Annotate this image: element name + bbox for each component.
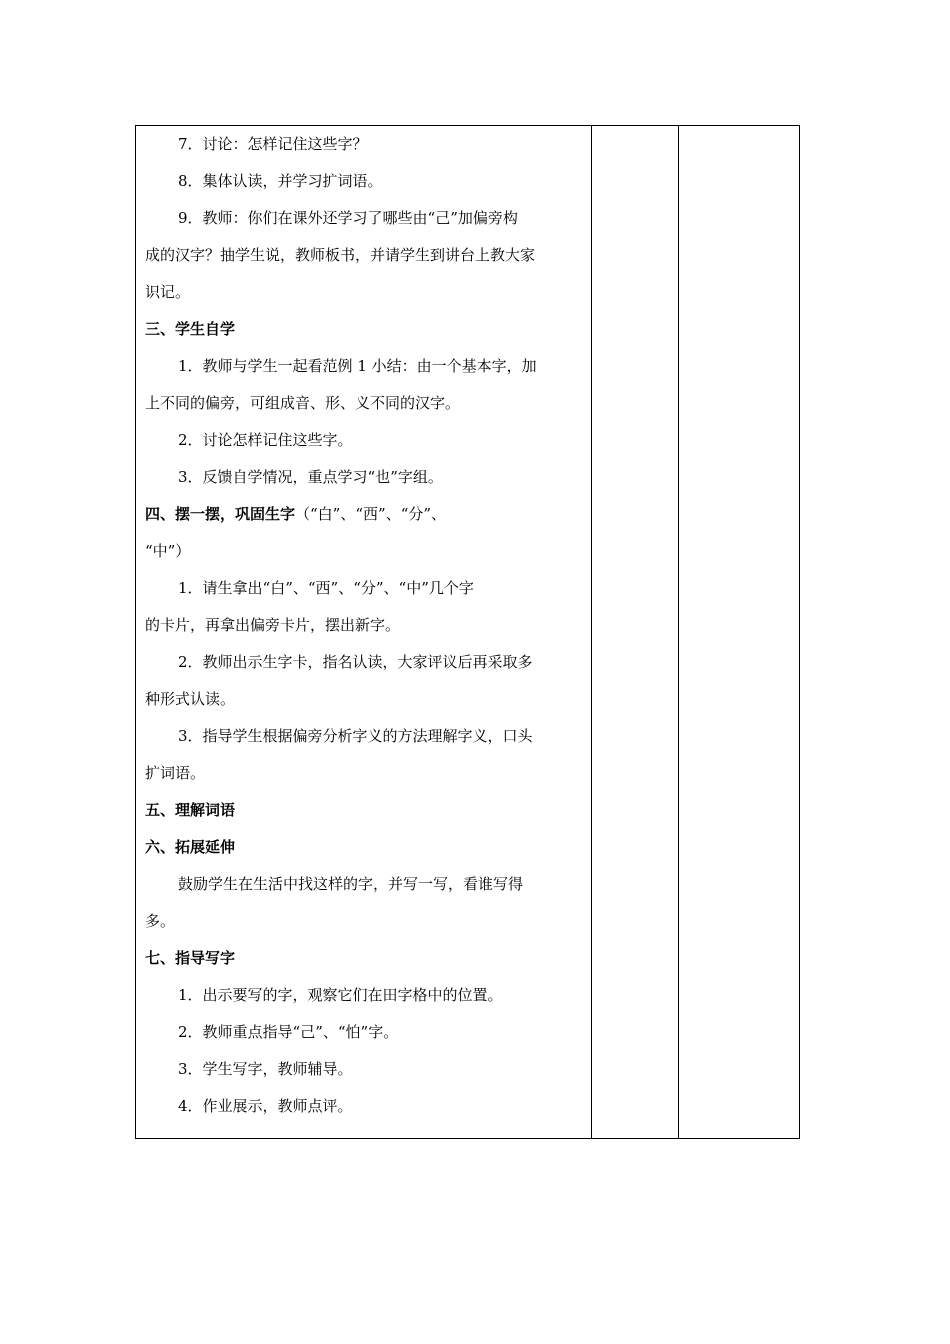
section-heading: 五、理解词语 [145,801,236,819]
text-line: 2．讨论怎样记住这些字。 [178,431,353,449]
text-line: 8．集体认读，并学习扩词语。 [178,172,383,190]
text-line: 鼓励学生在生活中找这样的字，并写一写，看谁写得 [178,875,524,893]
text-line: 3．指导学生根据偏旁分析字义的方法理解字义，口头 [178,727,533,745]
heading-suffix: （“白”、“西”、“分”、 [295,505,447,523]
text-line: 4．作业展示，教师点评。 [178,1097,353,1115]
section-heading-line [145,496,585,533]
section-heading: 六、拓展延伸 [145,838,236,856]
text-line: 2．教师重点指导“己”、“怕”字。 [178,1023,399,1041]
text-line: “中”） [145,542,191,560]
empty-cell-column-2 [592,126,678,1138]
text-line: 种形式认读。 [145,690,236,708]
text-line: 的卡片，再拿出偏旁卡片，摆出新字。 [145,616,401,634]
text-line: 成的汉字？抽学生说，教师板书，并请学生到讲台上教大家 [145,246,536,264]
teaching-steps-cell [145,126,585,1124]
lesson-plan-table [135,125,800,1139]
text-line: 3．反馈自学情况，重点学习“也”字组。 [178,468,443,486]
text-line: 多。 [145,912,176,930]
text-line: 3．学生写字，教师辅导。 [178,1060,353,1078]
text-line: 扩词语。 [145,764,206,782]
text-line: 识记。 [145,283,191,301]
text-line: 9．教师：你们在课外还学习了哪些由“己”加偏旁构 [178,209,518,227]
section-heading: 三、学生自学 [145,320,236,338]
section-heading: 四、摆一摆，巩固生字 [145,505,296,523]
text-line: 1．教师与学生一起看范例 1 小结：由一个基本字，加 [178,357,537,375]
text-line: 2．教师出示生字卡，指名认读，大家评议后再采取多 [178,653,533,671]
empty-cell-column-3 [679,126,799,1138]
text-line: 上不同的偏旁，可组成音、形、义不同的汉字。 [145,394,461,412]
text-line: 1．请生拿出“白”、“西”、“分”、“中”几个字 [178,579,474,597]
text-line: 1．出示要写的字，观察它们在田字格中的位置。 [178,986,503,1004]
text-line: 7．讨论：怎样记住这些字？ [178,135,368,153]
section-heading: 七、指导写字 [145,949,236,967]
